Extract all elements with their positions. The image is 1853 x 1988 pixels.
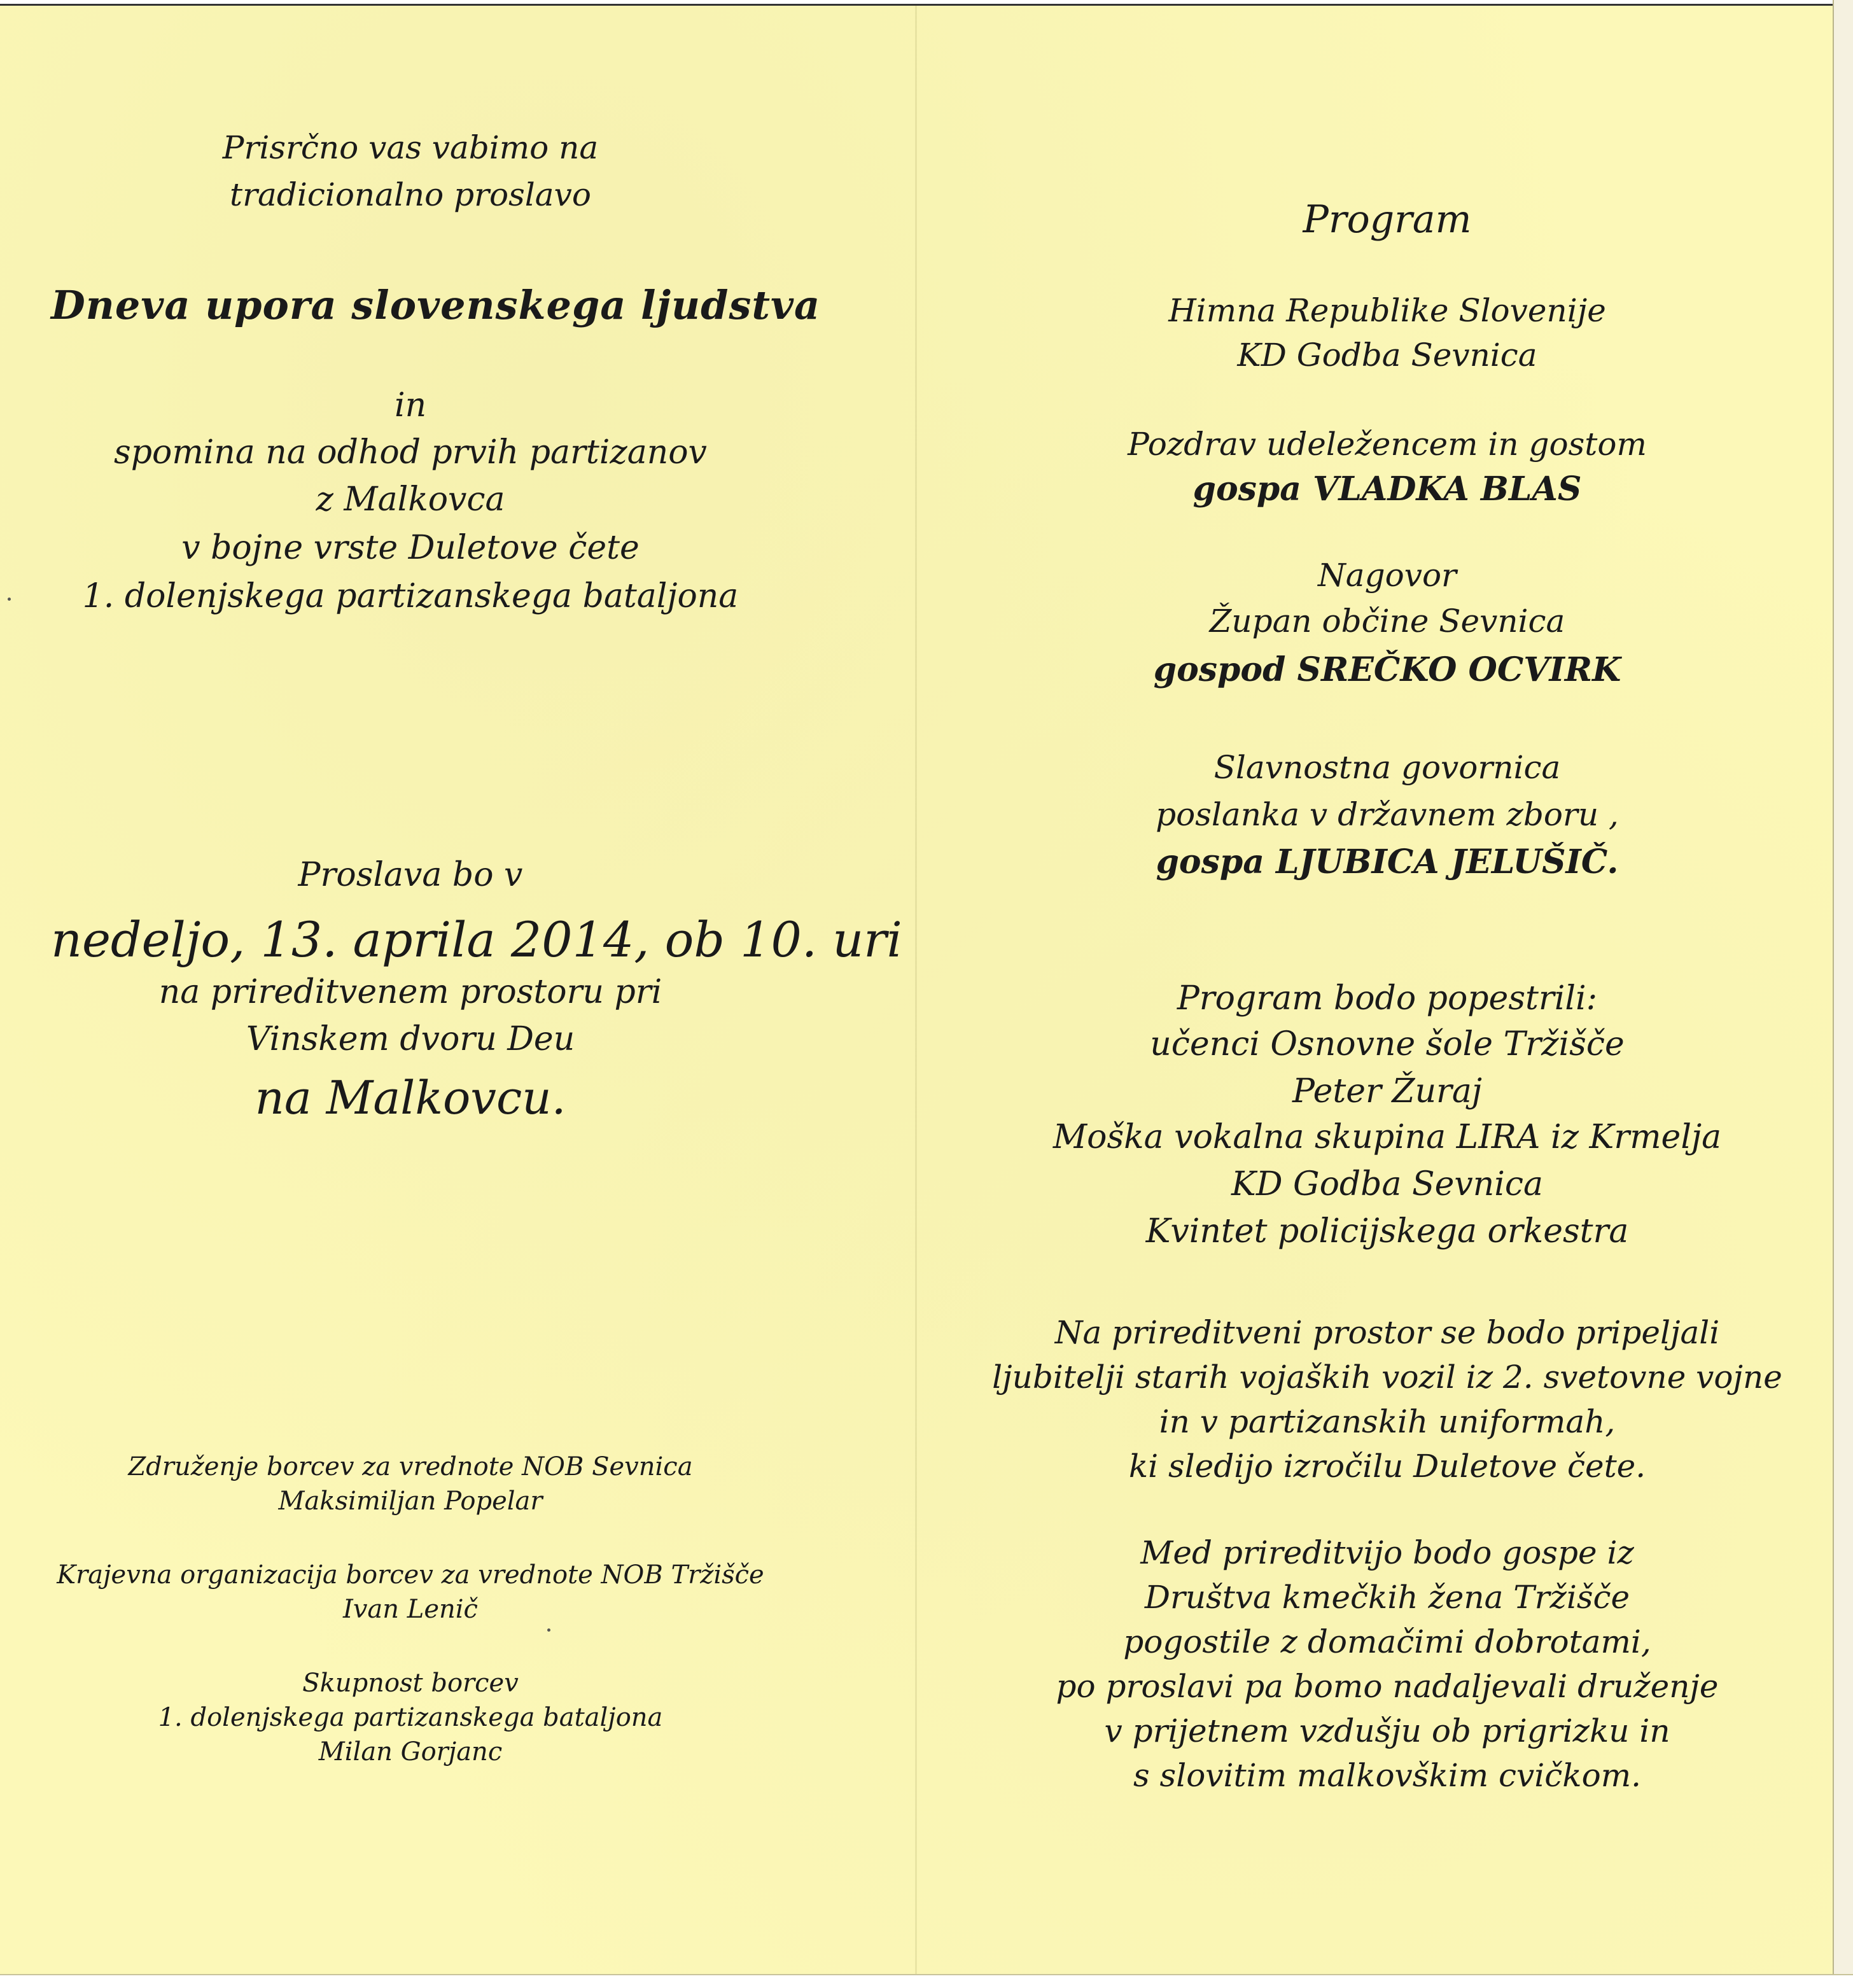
venue-line: na prireditvenem prostoru pri: [158, 973, 662, 1011]
program-heading: Program: [1303, 197, 1472, 242]
refreshments-note-line: s slovitim malkovškim cvičkom.: [1133, 1757, 1641, 1794]
organizer-name: Krajevna organizacija borcev za vrednote NOB Tržišče: [57, 1560, 764, 1590]
event-title: Dneva upora slovenskega ljudstva: [51, 282, 821, 328]
speaker-name: gospod SREČKO OCVIRK: [1153, 650, 1621, 689]
vehicles-note-line: in v partizanskih uniformah,: [1159, 1403, 1616, 1440]
left-panel: [51, 6, 902, 1978]
program-item: Himna Republike Slovenije: [1168, 292, 1606, 329]
subtitle-line: 1. dolenjskega partizanskega bataljona: [82, 577, 739, 615]
subtitle-line: v bojne vrste Duletove čete: [181, 529, 640, 567]
program-item: Nagovor: [1318, 557, 1457, 594]
event-date: nedeljo, 13. aprila 2014, ob 10. uri: [51, 911, 902, 968]
organizer-name: Združenje borcev za vrednote NOB Sevnica: [128, 1452, 693, 1481]
subtitle-line: z Malkovca: [316, 480, 505, 519]
performer-item: Peter Žuraj: [1292, 1072, 1483, 1110]
connector-text: in: [394, 386, 427, 424]
organizer-person: Maksimiljan Popelar: [278, 1487, 543, 1516]
scan-edge-bottom: [0, 1974, 1853, 1988]
performer-item: KD Godba Sevnica: [1231, 1165, 1544, 1203]
organizer-name: Skupnost borcev: [302, 1669, 519, 1698]
refreshments-note-line: Društva kmečkih žena Tržišče: [1144, 1579, 1630, 1616]
speck-mark: [8, 598, 11, 601]
right-panel: [967, 6, 1807, 1978]
vehicles-note-line: ki sledijo izročilu Duletove čete.: [1128, 1448, 1646, 1485]
event-intro: Proslava bo v: [298, 856, 523, 894]
refreshments-note-line: v prijetnem vzdušju ob prigrizku in: [1104, 1712, 1670, 1749]
program-item: Župan občine Sevnica: [1209, 603, 1565, 640]
scan-edge-right: [1833, 0, 1853, 1987]
vehicles-note-line: ljubitelji starih vojaških vozil iz 2. svetovne vojne: [992, 1359, 1782, 1396]
program-item: poslanka v državnem zboru ,: [1156, 796, 1619, 833]
organizer-person: Ivan Lenič: [343, 1595, 478, 1624]
refreshments-note-line: pogostile z domačimi dobrotami,: [1123, 1623, 1651, 1660]
subtitle-line: spomina na odhod prvih partizanov: [114, 433, 707, 472]
event-place: na Malkovcu.: [255, 1071, 566, 1124]
program-item: Pozdrav udeležencem in gostom: [1128, 426, 1647, 463]
speaker-name: gospa VLADKA BLAS: [1192, 470, 1582, 508]
invitation-line: Prisrčno vas vabimo na: [222, 129, 599, 166]
speaker-name: gospa LJUBICA JELUŠIČ.: [1156, 843, 1619, 881]
vehicles-note-line: Na prireditveni prostor se bodo pripeljali: [1054, 1314, 1720, 1351]
speck-mark: [547, 1628, 550, 1632]
program-item: KD Godba Sevnica: [1237, 337, 1537, 374]
refreshments-note-line: po proslavi pa bomo nadaljevali druženje: [1056, 1668, 1719, 1705]
program-item: Slavnostna govornica: [1213, 749, 1561, 786]
invitation-line: tradicionalno proslavo: [230, 176, 591, 213]
performer-item: Moška vokalna skupina LIRA iz Krmelja: [1052, 1118, 1722, 1156]
organizer-name: 1. dolenjskega partizanskega bataljona: [158, 1703, 663, 1732]
performer-item: Kvintet policijskega orkestra: [1145, 1212, 1629, 1250]
venue-line: Vinskem dvoru Deu: [246, 1020, 575, 1058]
fold-line: [915, 6, 917, 1978]
invitation-sheet: [0, 4, 1833, 1978]
performers-intro: Program bodo popestrili:: [1177, 979, 1598, 1018]
performer-item: učenci Osnovne šole Tržišče: [1150, 1025, 1625, 1063]
organizer-person: Milan Gorjanc: [318, 1737, 503, 1767]
refreshments-note-line: Med prireditvijo bodo gospe iz: [1140, 1534, 1634, 1571]
